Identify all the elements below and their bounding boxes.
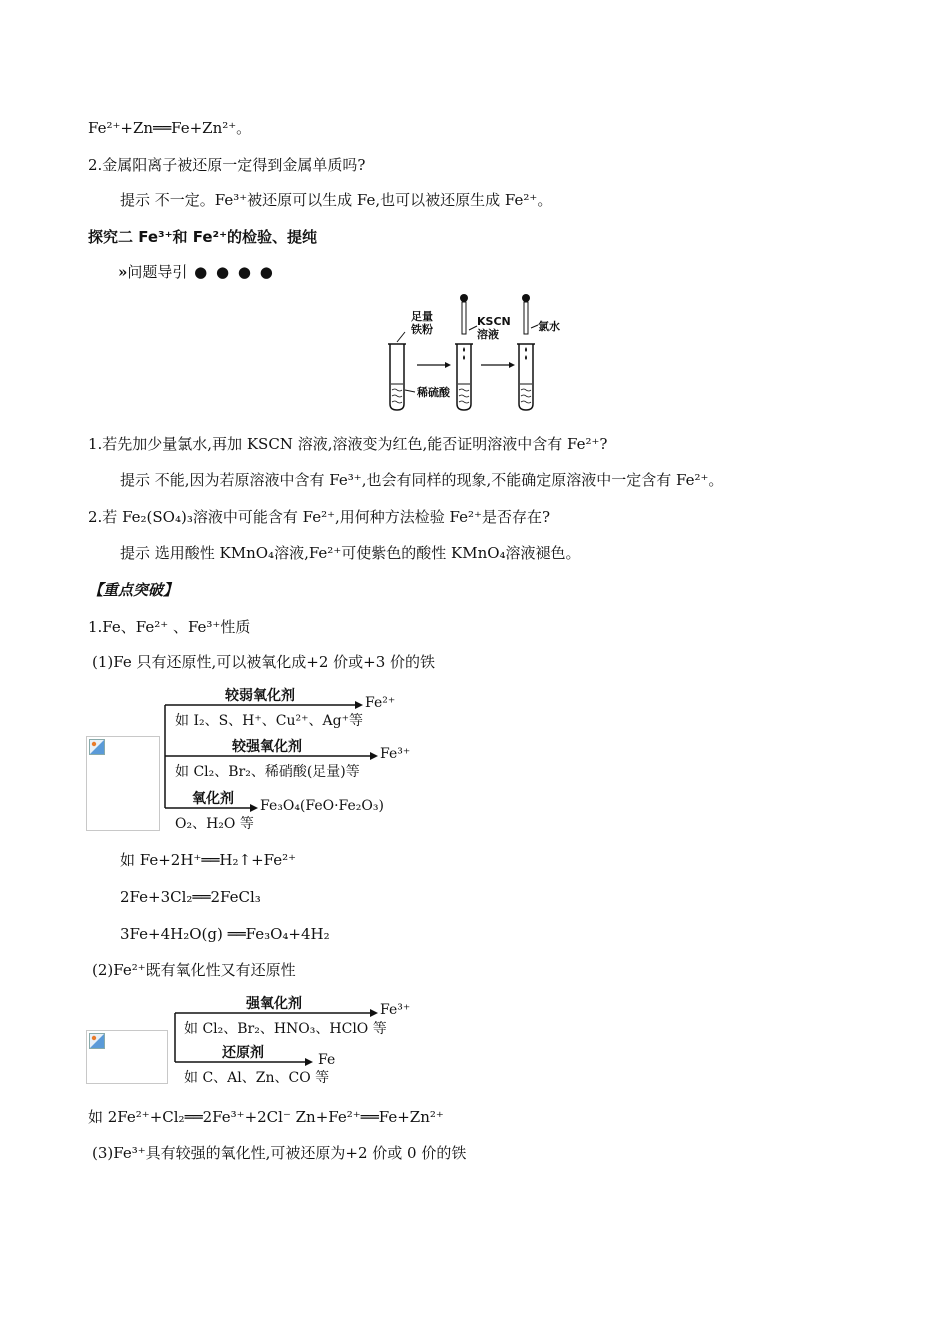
kscn-label: KSCN — [477, 315, 511, 328]
hint-4: 提示 选用酸性 KMnO₄溶液,Fe²⁺可使紫色的酸性 KMnO₄溶液褪色。 — [120, 544, 581, 562]
strong-oxidant-label: 较强氧化剂 — [232, 739, 302, 755]
product-fe: Fe — [318, 1052, 336, 1068]
question-guide-label: 问题导引 — [127, 263, 188, 281]
fe2-reaction-diagram — [170, 990, 430, 1090]
question-3: 1.若先加少量氯水,再加 KSCN 溶液,溶液变为红色,能否证明溶液中含有 Fe²⁺? — [88, 435, 608, 453]
strong-oxidant-label-2: 强氧化剂 — [246, 996, 302, 1012]
equation-line: Fe²⁺+Zn══Fe+Zn²⁺。 — [88, 119, 252, 137]
product-fe3o4: Fe₃O₄(FeO·Fe₂O₃) — [260, 798, 384, 814]
dots-icon: ● ● ● ● — [187, 263, 275, 281]
test-tube-labels — [385, 292, 570, 417]
reductant-examples: 如 C、Al、Zn、CO 等 — [184, 1070, 330, 1086]
section-heading: 探究二 Fe³⁺和 Fe²⁺的检验、提纯 — [88, 228, 318, 246]
key-points-heading: 【重点突破】 — [88, 581, 179, 599]
image-placeholder-icon — [89, 739, 105, 755]
oxidant-examples: O₂、H₂O 等 — [175, 816, 254, 832]
weak-oxidant-label: 较弱氧化剂 — [225, 688, 295, 704]
dilute-acid-label: 稀硫酸 — [417, 386, 450, 399]
point-1: 1.Fe、Fe²⁺ 、Fe³⁺性质 — [88, 618, 251, 636]
double-chevron-icon: » — [118, 263, 128, 281]
hint-3: 提示 不能,因为若原溶液中含有 Fe³⁺,也会有同样的现象,不能确定原溶液中一定含有 Fe²⁺。 — [120, 471, 724, 489]
strong-oxidant-examples: 如 Cl₂、Br₂、稀硝酸(足量)等 — [175, 764, 360, 780]
equation-3: 3Fe+4H₂O(g) ══Fe₃O₄+4H₂ — [120, 925, 330, 943]
chlorine-water-label: 氯水 — [538, 320, 560, 333]
broken-image-2 — [86, 1030, 168, 1084]
equation-4: 如 2Fe²⁺+Cl₂══2Fe³⁺+2Cl⁻ Zn+Fe²⁺══Fe+Zn²⁺ — [88, 1108, 444, 1126]
iron-powder-label: 足量铁粉 — [411, 310, 433, 336]
point-1a: (1)Fe 只有还原性,可以被氧化成+2 价或+3 价的铁 — [92, 653, 436, 671]
iron-reaction-diagram — [160, 683, 450, 833]
product-fe3-2: Fe³⁺ — [380, 1002, 411, 1018]
hint-2: 提示 不一定。Fe³⁺被还原可以生成 Fe,也可以被还原生成 Fe²⁺。 — [120, 191, 553, 209]
question-2: 2.金属阳离子被还原一定得到金属单质吗? — [88, 156, 366, 174]
weak-oxidant-examples: 如 I₂、S、H⁺、Cu²⁺、Ag⁺等 — [175, 713, 363, 729]
oxidant-label: 氧化剂 — [192, 791, 234, 807]
question-4: 2.若 Fe₂(SO₄)₃溶液中可能含有 Fe²⁺,用何种方法检验 Fe²⁺是否存在? — [88, 508, 550, 526]
equation-1: 如 Fe+2H⁺══H₂↑+Fe²⁺ — [120, 851, 297, 869]
reductant-label: 还原剂 — [222, 1045, 264, 1061]
product-fe2: Fe²⁺ — [365, 695, 396, 711]
solution-label: 溶液 — [477, 328, 499, 341]
point-3: (3)Fe³⁺具有较强的氧化性,可被还原为+2 价或 0 价的铁 — [92, 1144, 467, 1162]
image-placeholder-icon — [89, 1033, 105, 1049]
strong-oxidant-examples-2: 如 Cl₂、Br₂、HNO₃、HClO 等 — [184, 1021, 387, 1037]
equation-2: 2Fe+3Cl₂══2FeCl₃ — [120, 888, 261, 906]
broken-image — [86, 736, 160, 831]
question-guide — [118, 262, 275, 282]
product-fe3: Fe³⁺ — [380, 746, 411, 762]
point-2: (2)Fe²⁺既有氧化性又有还原性 — [92, 961, 296, 979]
